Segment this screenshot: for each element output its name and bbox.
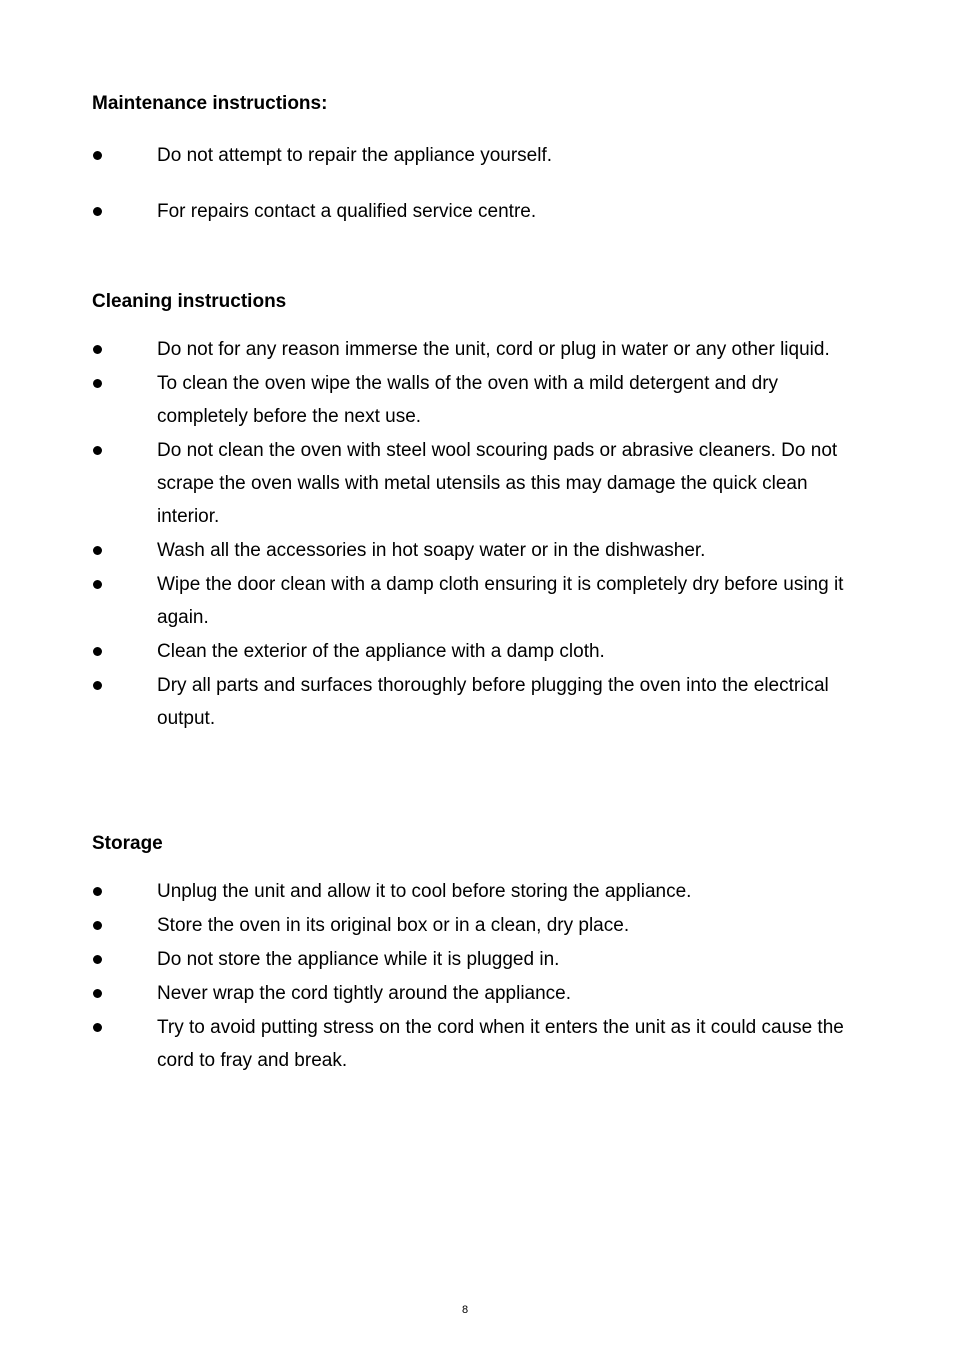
bullet-icon [93, 1023, 102, 1032]
cleaning-heading: Cleaning instructions [92, 291, 287, 312]
bullet-icon [93, 345, 102, 354]
list-item: Never wrap the cord tightly around the appliance. [92, 977, 872, 1010]
bullet-icon [93, 681, 102, 690]
bullet-icon [93, 989, 102, 998]
list-item: Wipe the door clean with a damp cloth ensuring it is completely dry before using it again. [92, 568, 872, 634]
bullet-icon [93, 379, 102, 388]
list-item: Unplug the unit and allow it to cool before storing the appliance. [92, 875, 872, 908]
cleaning-list [92, 333, 872, 735]
storage-list [92, 875, 872, 1077]
bullet-icon [93, 580, 102, 589]
list-item: For repairs contact a qualified service centre. [92, 195, 872, 228]
bullet-icon [93, 546, 102, 555]
list-item: Do not store the appliance while it is plugged in. [92, 943, 872, 976]
list-item: Do not attempt to repair the appliance yourself. [92, 139, 872, 172]
list-item: Store the oven in its original box or in a clean, dry place. [92, 909, 872, 942]
maintenance-heading: Maintenance instructions: [92, 93, 328, 114]
list-item: Dry all parts and surfaces thoroughly before plugging the oven into the electrical output. [92, 669, 872, 735]
list-item: Try to avoid putting stress on the cord when it enters the unit as it could cause the cord to fray and break. [92, 1011, 872, 1077]
bullet-icon [93, 887, 102, 896]
bullet-icon [93, 647, 102, 656]
list-item: Clean the exterior of the appliance with a damp cloth. [92, 635, 872, 668]
list-item: Do not clean the oven with steel wool scouring pads or abrasive cleaners. Do not scrape the oven walls with metal utensils as this may damage the quick clean interior. [92, 434, 872, 533]
bullet-icon [93, 921, 102, 930]
storage-section [92, 831, 872, 1078]
bullet-icon [93, 446, 102, 455]
storage-heading: Storage [92, 833, 163, 854]
maintenance-section [92, 91, 872, 251]
bullet-icon [93, 955, 102, 964]
maintenance-list [92, 139, 872, 228]
bullet-icon [93, 207, 102, 216]
bullet-icon [93, 151, 102, 160]
page-number: 8 [461, 1304, 469, 1316]
cleaning-section [92, 289, 872, 736]
list-item: To clean the oven wipe the walls of the oven with a mild detergent and dry completely before the next use. [92, 367, 872, 433]
list-item: Do not for any reason immerse the unit, cord or plug in water or any other liquid. [92, 333, 872, 366]
list-item: Wash all the accessories in hot soapy water or in the dishwasher. [92, 534, 872, 567]
